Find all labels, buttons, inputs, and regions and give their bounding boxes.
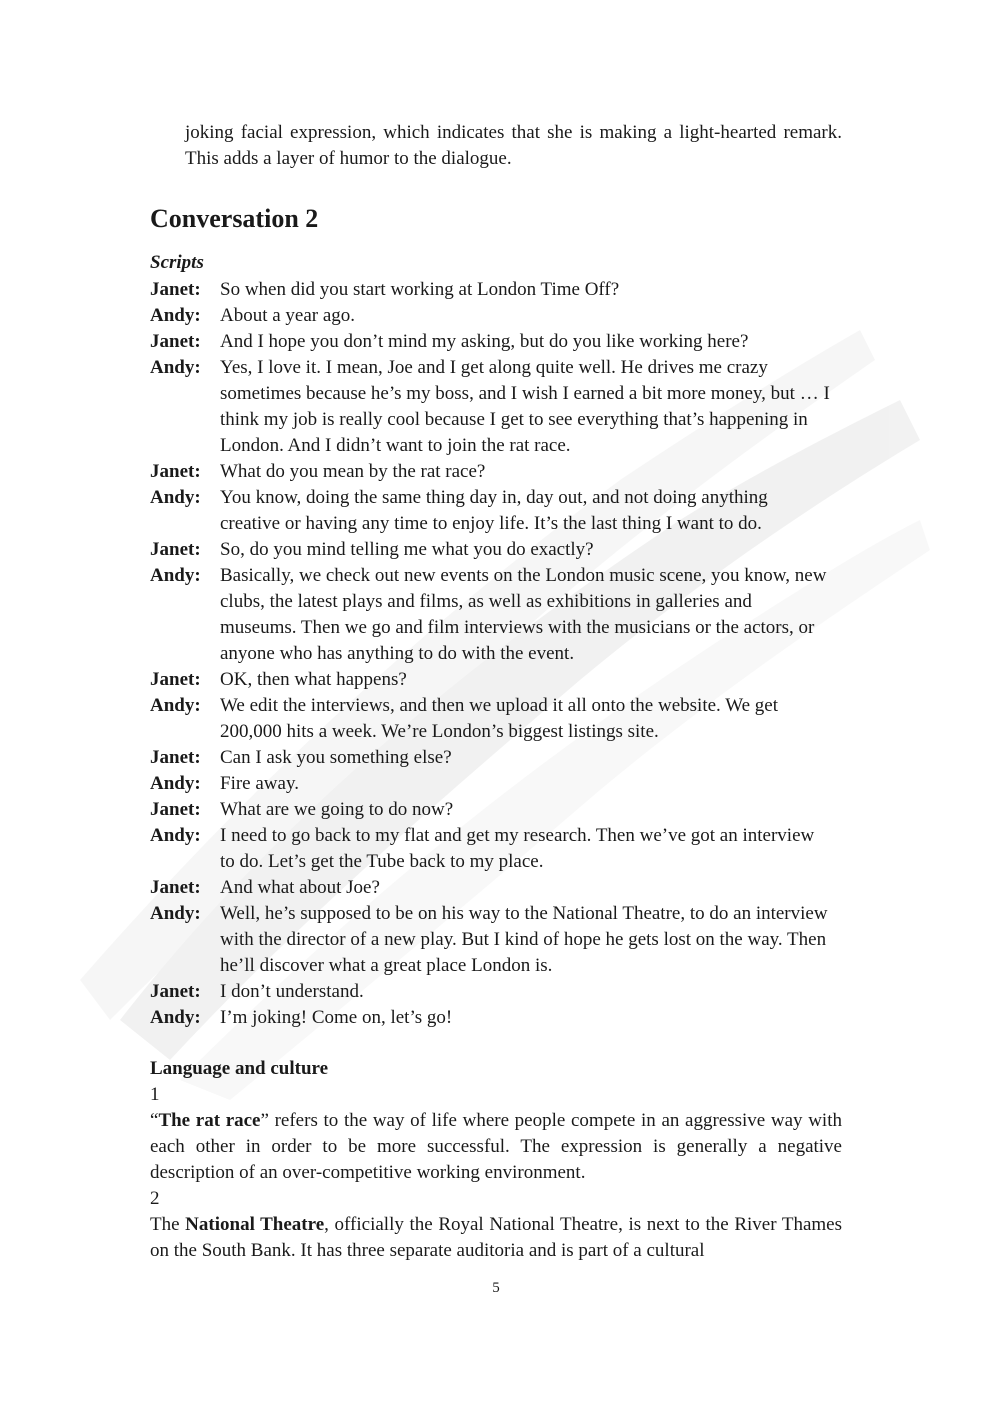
- speech-text: I’m joking! Come on, let’s go!: [220, 1007, 453, 1028]
- dialogue-line: [150, 459, 850, 485]
- dialogue-line: [150, 771, 850, 797]
- speech-text: And I hope you don’t mind my asking, but do you like working here?: [220, 331, 749, 352]
- speaker-name: Janet:: [150, 877, 201, 898]
- dialogue-line: [150, 563, 850, 667]
- dialogue-line: [150, 875, 850, 901]
- language-culture-heading: Language and culture: [150, 1058, 329, 1079]
- speech-text: Basically, we check out new events on the London music scene, you know, new clubs, the latest plays and films, as well as exhibitions in galleries and museums. Then we go and film interviews with the musicians or the actors, or anyone who has anything to do with the event.: [220, 565, 827, 664]
- speech-text: About a year ago.: [220, 305, 356, 326]
- speaker-name: Andy:: [150, 773, 201, 794]
- note-term: The rat race: [158, 1110, 261, 1131]
- dialogue-line: [150, 1005, 850, 1031]
- speaker-name: Janet:: [150, 799, 201, 820]
- speaker-name: Andy:: [150, 825, 201, 846]
- speaker-name: Janet:: [150, 331, 201, 352]
- speech-text: What are we going to do now?: [220, 799, 454, 820]
- speaker-name: Andy:: [150, 487, 201, 508]
- speaker-name: Janet:: [150, 461, 201, 482]
- speaker-name: Andy:: [150, 695, 201, 716]
- speaker-name: Andy:: [150, 565, 201, 586]
- speaker-name: Janet:: [150, 981, 201, 1002]
- note-text-body: ” refers to the way of life where people compete in an aggressive way with each other in order to be more successful. The expression is generally a negative description of an over-competitive working environment.: [150, 1110, 842, 1183]
- dialogue-line: [150, 745, 850, 771]
- speech-text: Well, he’s supposed to be on his way to the National Theatre, to do an interview with the director of a new play. But I kind of hope he gets lost on the way. Then he’ll discover what a great place London is.: [220, 903, 828, 976]
- page-number: 5: [492, 1280, 500, 1296]
- scripts-label: Scripts: [150, 252, 204, 273]
- speech-text: OK, then what happens?: [220, 669, 407, 690]
- note-paragraph: [150, 1108, 842, 1186]
- dialogue-line: [150, 303, 850, 329]
- note-text-lead: The: [150, 1214, 186, 1235]
- section-title: Conversation 2: [150, 204, 319, 233]
- speech-text: And what about Joe?: [220, 877, 380, 898]
- speech-text: What do you mean by the rat race?: [220, 461, 486, 482]
- speech-text: So, do you mind telling me what you do exactly?: [220, 539, 594, 560]
- note-number: 2: [150, 1188, 160, 1209]
- dialogue-line: [150, 537, 850, 563]
- speech-text: We edit the interviews, and then we upload it all onto the website. We get 200,000 hits a week. We’re London’s biggest listings site.: [220, 695, 778, 742]
- note-text-lead: “: [150, 1110, 159, 1131]
- dialogue-line: [150, 797, 850, 823]
- speaker-name: Janet:: [150, 279, 201, 300]
- dialogue-line: [150, 277, 850, 303]
- speech-text: I need to go back to my flat and get my research. Then we’ve got an interview to do. Let’s get the Tube back to my place.: [220, 825, 815, 872]
- speech-text: Can I ask you something else?: [220, 747, 452, 768]
- dialogue-line: [150, 329, 850, 355]
- dialogue-line: [150, 667, 850, 693]
- intro-paragraph: joking facial expression, which indicates that she is making a light-hearted remark. This adds a layer of humor to the dialogue.: [185, 122, 842, 169]
- dialogue-line: [150, 979, 850, 1005]
- dialogue-line: [150, 901, 850, 979]
- dialogue-line: [150, 823, 850, 875]
- speaker-name: Andy:: [150, 1007, 201, 1028]
- dialogue-line: [150, 355, 850, 459]
- speaker-name: Janet:: [150, 669, 201, 690]
- speech-text: So when did you start working at London Time Off?: [220, 279, 620, 300]
- speaker-name: Andy:: [150, 357, 201, 378]
- speech-text: I don’t understand.: [220, 981, 364, 1002]
- speech-text: Yes, I love it. I mean, Joe and I get along quite well. He drives me crazy sometimes because he’s my boss, and I wish I earned a bit more money, but … I think my job is really cool because I get to see everything that’s happening in London. And I didn’t want to join the rat race.: [220, 357, 830, 456]
- speaker-name: Andy:: [150, 903, 201, 924]
- language-culture-notes: [150, 1082, 842, 1264]
- speaker-name: Andy:: [150, 305, 201, 326]
- speaker-name: Janet:: [150, 539, 201, 560]
- speech-text: You know, doing the same thing day in, day out, and not doing anything creative or having any time to enjoy life. It’s the last thing I want to do.: [220, 487, 768, 534]
- speaker-name: Janet:: [150, 747, 201, 768]
- language-culture-section: [150, 1056, 842, 1264]
- speech-text: Fire away.: [220, 773, 299, 794]
- dialogue-line: [150, 693, 850, 745]
- note-text-body: , officially the Royal National Theatre, is next to the River Thames on the South Bank. It has three separate auditoria and is part of a cultural: [150, 1214, 842, 1261]
- note-term: National Theatre: [185, 1214, 325, 1235]
- note-paragraph: [150, 1212, 842, 1264]
- dialogue-line: [150, 485, 850, 537]
- note-number: 1: [150, 1084, 160, 1105]
- dialogue-list: [150, 277, 850, 1031]
